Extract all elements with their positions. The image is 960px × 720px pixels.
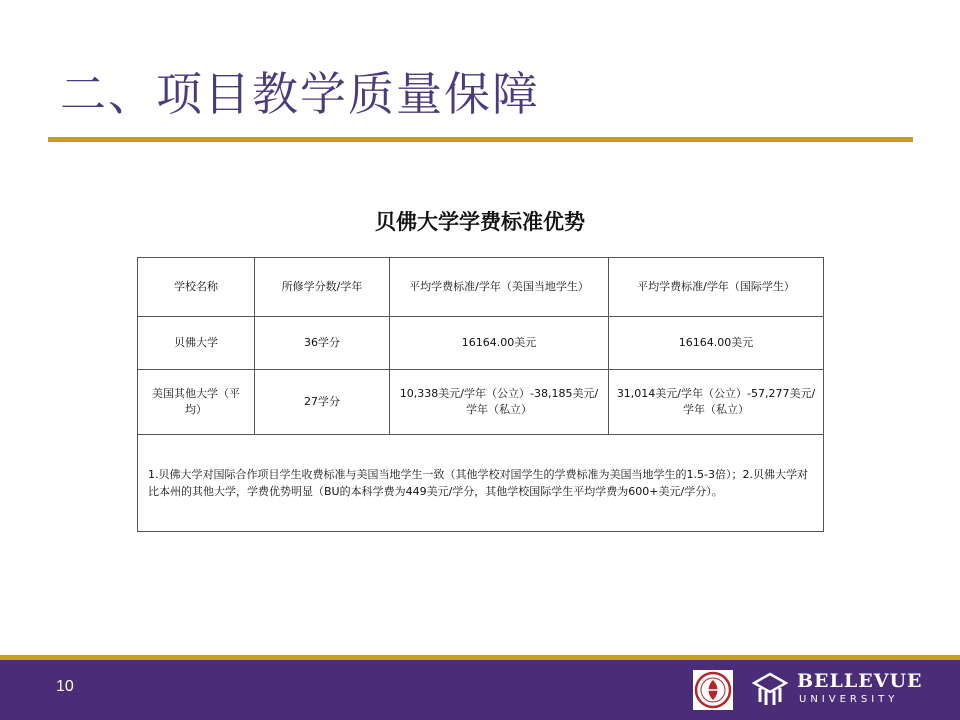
table-cell: 31,014美元/学年（公立）-57,277美元/学年（私立） [609,370,824,435]
brand-subname: UNIVERSITY [799,694,899,705]
table-header-row [138,258,824,317]
table-row [138,370,824,435]
header-domestic-fee: 平均学费标准/学年（美国当地学生） [390,258,609,317]
table-cell: 贝佛大学 [138,317,255,370]
header-international-fee: 平均学费标准/学年（国际学生） [609,258,824,317]
bellevue-logo-icon [752,672,788,708]
slide-title: 二、项目教学质量保障 [60,67,540,121]
table-cell: 16164.00美元 [390,317,609,370]
table-cell: 27学分 [255,370,390,435]
table-cell: 16164.00美元 [609,317,824,370]
tuition-table [137,257,824,532]
page-number: 10 [56,678,74,695]
table-cell: 10,338美元/学年（公立）-38,185美元/学年（私立） [390,370,609,435]
table-note: 1.贝佛大学对国际合作项目学生收费标准与美国当地学生一致（其他学校对国学生的学费标准为美国当地学生的1.5-3倍）；2.贝佛大学对比本州的其他大学，学费优势明显（BU的本科学费为449美元/学分，其他学校国际学生平均学费为600+美元/学分）。 [138,435,824,532]
school-seal-icon [693,670,733,710]
header-school-name: 学校名称 [138,258,255,317]
title-underline [48,137,913,142]
brand-name: BELLEVUE [797,670,923,692]
table-cell: 美国其他大学（平均） [138,370,255,435]
table-row [138,317,824,370]
header-credits: 所修学分数/学年 [255,258,390,317]
table-cell: 36学分 [255,317,390,370]
table-title: 贝佛大学学费标准优势 [375,209,585,234]
table-note-row [138,435,824,532]
